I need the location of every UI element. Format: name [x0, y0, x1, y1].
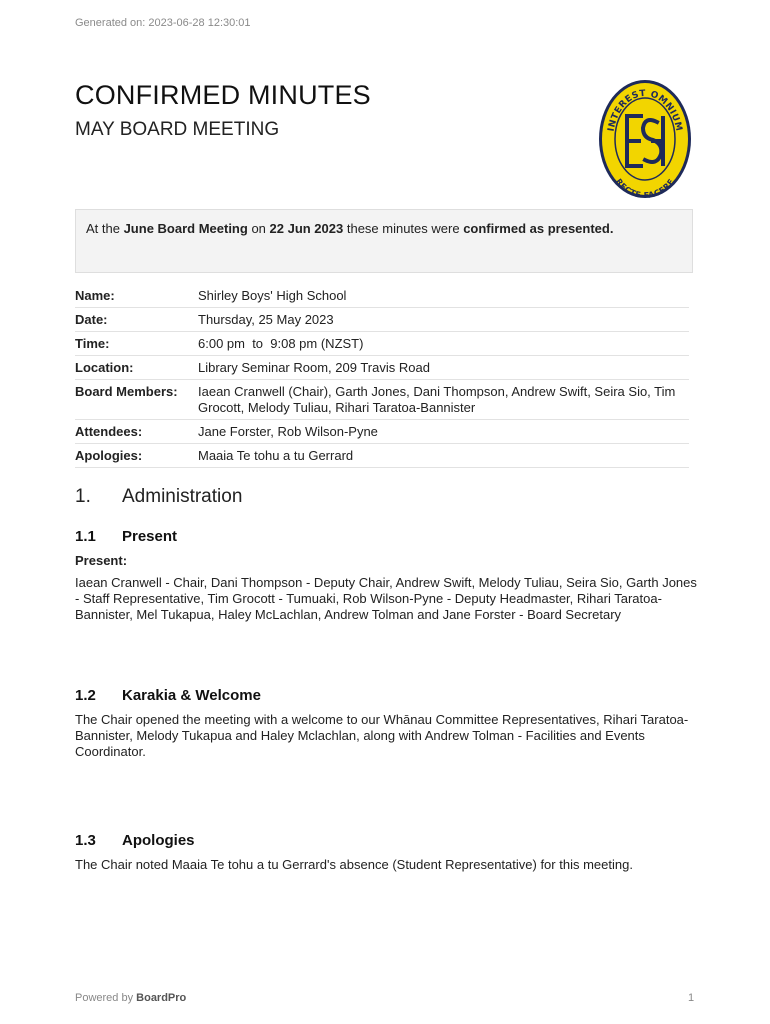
crest-motto-bottom: RECTE FACERE — [613, 177, 677, 200]
page-subtitle: MAY BOARD MEETING — [75, 119, 280, 140]
present-list: Iaean Cranwell - Chair, Dani Thompson - Deputy Chair, Andrew Swift, Melody Tuliau, Seira Sio, Garth Jones - Staff Representative, Tim Grocott - Tumuaki, Rob Wilson-Pyne - Deputy Headmaster, Rihari Taratoa-Bannister, Mel Tukapua, Haley McLachlan, Andrew Tolman and Jane Forster - Board Secretary — [75, 575, 697, 622]
detail-row-time: Time: 6:00 pm to 9:08 pm (NZST) — [75, 332, 689, 356]
detail-row-apologies: Apologies: Maaia Te tohu a tu Gerrard — [75, 444, 689, 468]
section-1-3-title: Apologies — [122, 832, 195, 849]
school-crest-logo — [597, 78, 693, 200]
section-1-title: Administration — [122, 486, 243, 507]
page-number: 1 — [688, 992, 695, 1004]
powered-by: Powered by BoardPro — [75, 992, 187, 1004]
section-1-1-number: 1.1 — [75, 528, 96, 545]
detail-row-location: Location: Library Seminar Room, 209 Travis Road — [75, 356, 689, 380]
karakia-welcome-text: The Chair opened the meeting with a welcome to our Whānau Committee Representatives, Rihari Taratoa-Bannister, Melody Tukapua and Haley Mclachlan, along with Andrew Tolman - Facilities and Events Coordinator. — [75, 712, 689, 759]
section-1-2-title: Karakia & Welcome — [122, 687, 261, 704]
section-1-number: 1. — [75, 486, 91, 507]
detail-row-attendees: Attendees: Jane Forster, Rob Wilson-Pyne — [75, 420, 689, 444]
section-1-1-title: Present — [122, 528, 178, 545]
detail-row-board-members: Board Members: Iaean Cranwell (Chair), Garth Jones, Dani Thompson, Andrew Swift, Seira Sio, Tim Grocott, Melody Tuliau, Rihari Taratoa-Bannister — [75, 380, 689, 420]
crest-motto-top: INTEREST OMNIUM — [606, 88, 684, 133]
boardpro-brand: BoardPro — [136, 992, 187, 1004]
confirmation-banner — [75, 209, 693, 273]
present-label: Present: — [75, 553, 128, 568]
section-1-3-number: 1.3 — [75, 832, 96, 849]
meeting-details-table — [75, 284, 689, 468]
generated-timestamp: Generated on: 2023-06-28 12:30:01 — [75, 17, 251, 29]
detail-row-name: Name: Shirley Boys' High School — [75, 284, 689, 308]
apologies-text: The Chair noted Maaia Te tohu a tu Gerrard's absence (Student Representative) for this meeting. — [75, 857, 633, 872]
confirmation-text: At the June Board Meeting on 22 Jun 2023 these minutes were confirmed as presented. — [86, 221, 614, 236]
page-title: CONFIRMED MINUTES — [75, 80, 371, 110]
section-1-2-number: 1.2 — [75, 687, 96, 704]
detail-row-date: Date: Thursday, 25 May 2023 — [75, 308, 689, 332]
